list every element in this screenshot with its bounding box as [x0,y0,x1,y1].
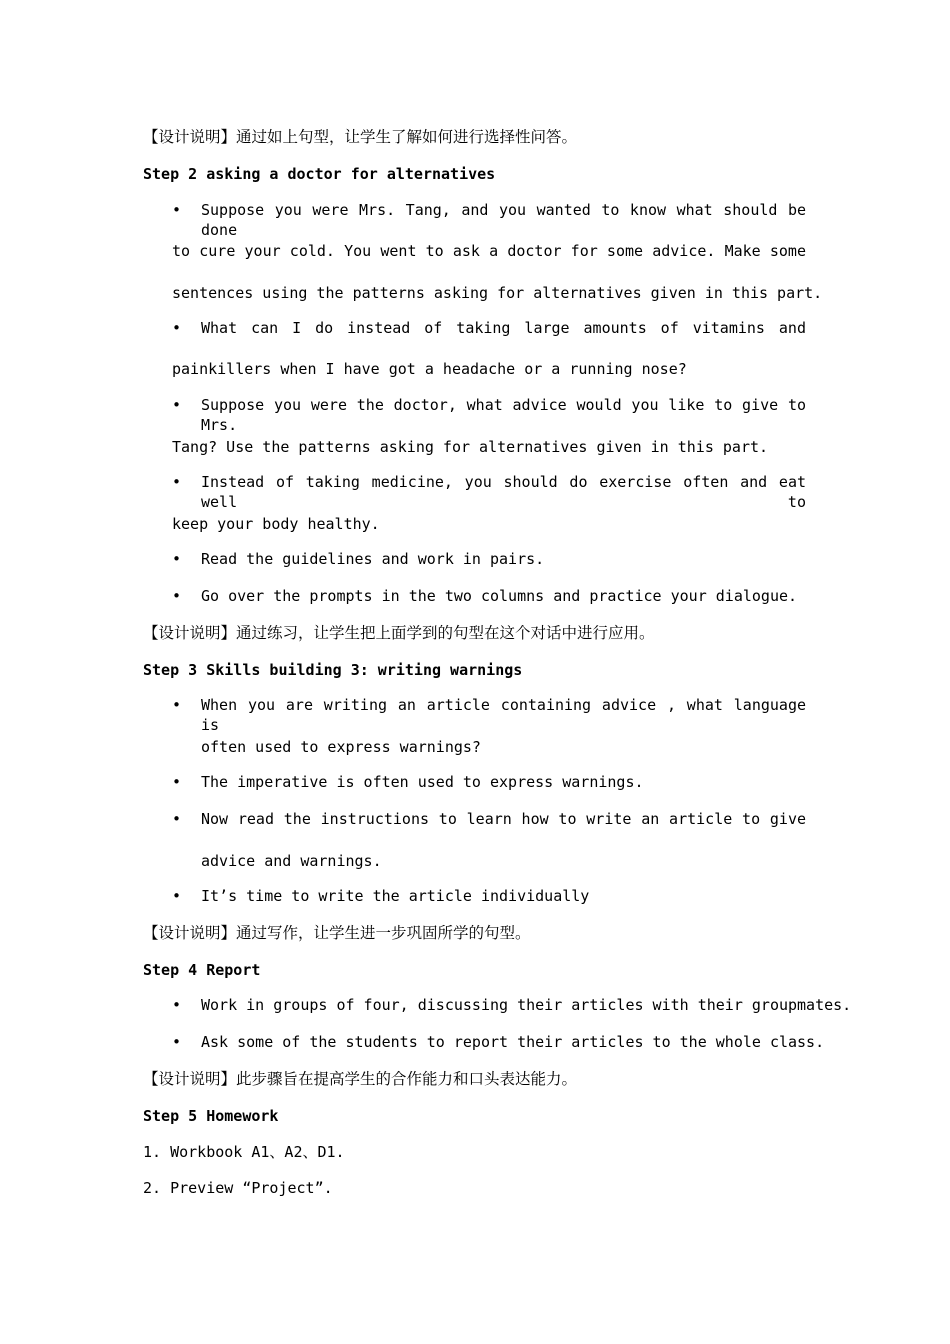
step2-item-1-line-1: Suppose you were Mrs. Tang, and you wanted to know what should be done [201,201,806,239]
step3-item-1-line-1: When you are writing an article containing advice , what language is [201,696,806,734]
step2-item-2-line-2: painkillers when I have got a headache or a running nose? [172,360,687,378]
design-note-3: 【设计说明】通过写作，让学生进一步巩固所学的句型。 [143,924,531,942]
step3-item-1-line-2: often used to express warnings? [201,738,481,756]
bullet-dot: • [172,396,182,414]
step-5-heading: Step 5 Homework [143,1107,279,1125]
step2-item-2-line-1: What can I do instead of taking large amounts of vitamins and [201,319,806,337]
step3-item-4: It’s time to write the article individually [201,887,590,905]
bullet-dot: • [172,1033,182,1051]
bullet-dot: • [172,473,182,491]
step3-item-3-line-1: Now read the instructions to learn how to write an article to give [201,810,806,828]
bullet-dot: • [172,201,182,219]
step3-item-3-line-2: advice and warnings. [201,852,382,870]
step2-item-4-line-1: Instead of taking medicine, you should do exercise often and eat well to [201,473,806,511]
step2-item-5: Read the guidelines and work in pairs. [201,550,545,568]
step-2-heading: Step 2 asking a doctor for alternatives [143,165,496,183]
bullet-dot: • [172,319,182,337]
step3-item-2: The imperative is often used to express warnings. [201,773,644,791]
bullet-dot: • [172,773,182,791]
bullet-dot: • [172,996,182,1014]
bullet-dot: • [172,550,182,568]
step2-item-3-line-1: Suppose you were the doctor, what advice would you like to give to Mrs. [201,396,806,434]
bullet-dot: • [172,587,182,605]
step2-item-1-line-2: to cure your cold. You went to ask a doctor for some advice. Make some [172,242,806,260]
homework-item-1: 1. Workbook A1、A2、D1. [143,1143,345,1161]
step-3-heading: Step 3 Skills building 3: writing warnings [143,661,523,679]
homework-item-2: 2. Preview “Project”. [143,1179,333,1197]
design-note-2: 【设计说明】通过练习，让学生把上面学到的句型在这个对话中进行应用。 [143,624,655,642]
step-4-heading: Step 4 Report [143,961,261,979]
step2-item-1-line-3: sentences using the patterns asking for alternatives given in this part. [172,284,823,302]
step2-item-3-line-2: Tang? Use the patterns asking for alternatives given in this part. [172,438,769,456]
step4-item-2: Ask some of the students to report their articles to the whole class. [201,1033,825,1051]
bullet-dot: • [172,696,182,714]
bullet-dot: • [172,887,182,905]
step2-item-4-line-2: keep your body healthy. [172,515,380,533]
design-note-4: 【设计说明】此步骤旨在提高学生的合作能力和口头表达能力。 [143,1070,578,1088]
design-note-1: 【设计说明】通过如上句型，让学生了解如何进行选择性问答。 [143,128,578,146]
bullet-dot: • [172,810,182,828]
step4-item-1: Work in groups of four, discussing their articles with their groupmates. [201,996,852,1014]
step2-item-6: Go over the prompts in the two columns and practice your dialogue. [201,587,798,605]
